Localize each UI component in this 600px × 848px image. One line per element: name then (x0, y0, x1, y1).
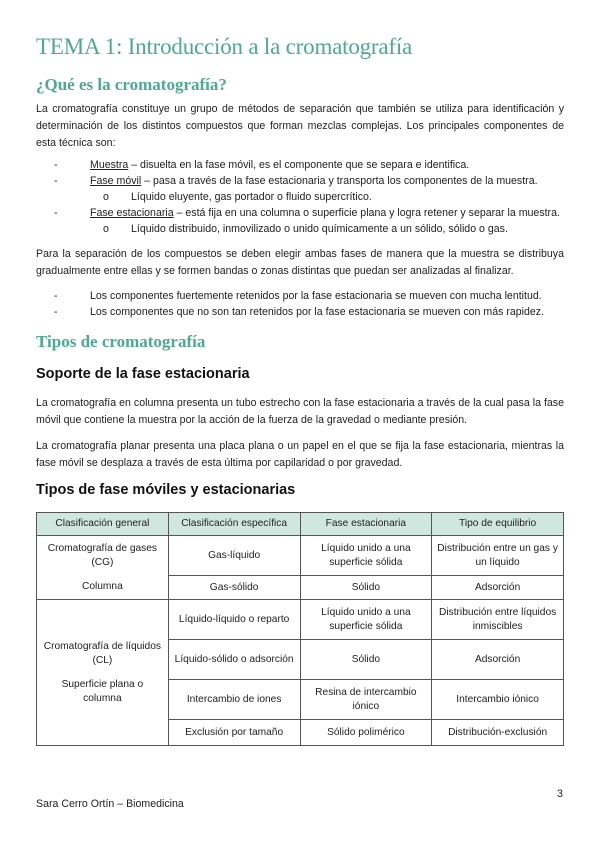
table-row (37, 536, 564, 576)
column-header: Fase estacionaria (300, 513, 432, 536)
section-heading-what-is: ¿Qué es la cromatografía? (36, 75, 227, 94)
component-term: Muestra (90, 159, 129, 171)
title-prefix: TEMA 1: (36, 34, 123, 59)
table-cell: Exclusión por tamaño (168, 720, 300, 746)
table-cell: Distribución entre líquidos inmiscibles (432, 600, 564, 640)
phases-table (36, 512, 564, 746)
title-text: Introducción a la cromatografía (127, 34, 413, 59)
components-list (54, 157, 560, 237)
intro-paragraph: La cromatografía constituye un grupo de métodos de separación que también se utiliza para identificación y determinación de los distintos compuestos que forman mezclas complejas. Los principales componentes de esta técnica son: (36, 103, 564, 149)
table-cell: Gas-líquido (168, 536, 300, 576)
list-item: - Los componentes que no son tan retenidos por la fase estacionaria se mueven con más rapidez. (54, 306, 545, 318)
table-cell: Distribución entre un gas y un líquido (432, 536, 564, 576)
sub-list-item: o Líquido eluyente, gas portador o fluido supercrítico. (103, 191, 372, 203)
table-cell: Sólido (300, 640, 432, 680)
table-cell: Líquido unido a una superficie sólida (300, 536, 432, 576)
table-cell: Intercambio de iones (168, 680, 300, 720)
component-term: Fase móvil (90, 175, 142, 187)
general-class-support: Columna (81, 580, 123, 592)
list-item: - Los componentes fuertemente retenidos por la fase estacionaria se mueven con mucha lentitud. (54, 290, 542, 302)
section-heading-types: Tipos de cromatografía (36, 332, 206, 351)
column-header: Tipo de equilibrio (432, 513, 564, 536)
table-cell: Adsorción (432, 576, 564, 600)
table-cell: Resina de intercambio iónico (300, 680, 432, 720)
component-term: Fase estacionaria (90, 207, 174, 219)
table-cell: Líquido-sólido o adsorción (168, 640, 300, 680)
sub-item-text: Líquido eluyente, gas portador o fluido supercrítico. (131, 191, 372, 203)
table-cell: Gas-sólido (168, 576, 300, 600)
column-paragraph: La cromatografía en columna presenta un tubo estrecho con la fase estacionaria a través de la cual pasa la fase móvil que contiene la muestra por la acción de la fuerza de la gravedad o mediante presión. (36, 397, 564, 426)
table-cell: Adsorción (432, 640, 564, 680)
table-cell: Sólido (300, 576, 432, 600)
list-item: - Fase móvil – pasa a través de la fase estacionaria y transporta los componentes de la muestra. (54, 175, 538, 187)
table-cell: Líquido unido a una superficie sólida (300, 600, 432, 640)
component-desc: – disuelta en la fase móvil, es el componente que se separa e identifica. (128, 159, 470, 171)
component-desc: – pasa a través de la fase estacionaria y transporta los componentes de la muestra. (141, 175, 538, 187)
component-desc: – está fija en una columna o superficie plana y logra retener y separar la muestra. (173, 207, 560, 219)
sub-list-item: o Líquido distribuido, inmovilizado o unido químicamente a un sólido, sólido o gas. (103, 223, 508, 235)
general-class-name: Cromatografía de líquidos (CL) (43, 640, 161, 666)
page-number: 3 (557, 788, 563, 800)
general-classification-cell (37, 536, 169, 600)
table-row (37, 600, 564, 640)
column-header: Clasificación general (37, 513, 169, 536)
table-header-row (37, 513, 564, 536)
table-cell: Sólido polimérico (300, 720, 432, 746)
table-cell: Líquido-líquido o reparto (168, 600, 300, 640)
page-title (36, 34, 412, 60)
table-cell: Distribución-exclusión (432, 720, 564, 746)
planar-paragraph: La cromatografía planar presenta una placa plana o un papel en el que se fija la fase estacionaria, mientras la fase móvil se desplaza a través de esta última por capilaridad o por gravedad. (36, 440, 564, 469)
footer-author: Sara Cerro Ortín – Biomedicina (36, 798, 184, 810)
list-item-text: Los componentes que no son tan retenidos por la fase estacionaria se mueven con más rapidez. (90, 306, 545, 318)
list-item-text: Los componentes fuertemente retenidos por la fase estacionaria se mueven con mucha lentitud. (90, 290, 542, 302)
separation-paragraph: Para la separación de los compuestos se deben elegir ambas fases de manera que la muestra se distribuya gradualmente entre ellas y se formen bandas o zonas distintas que puedan ser analizadas al finalizar. (36, 248, 564, 277)
table-cell: Intercambio iónico (432, 680, 564, 720)
general-class-name: Cromatografía de gases (CG) (47, 542, 158, 568)
subheading-support: Soporte de la fase estacionaria (36, 366, 250, 382)
general-classification-cell (37, 600, 169, 746)
subheading-phases: Tipos de fase móviles y estacionarias (36, 482, 296, 498)
sub-item-text: Líquido distribuido, inmovilizado o unido químicamente a un sólido, sólido o gas. (131, 223, 508, 235)
list-item: - Muestra – disuelta en la fase móvil, es el componente que se separa e identifica. (54, 159, 470, 171)
column-header: Clasificación específica (168, 513, 300, 536)
general-class-support: Superficie plana o columna (61, 678, 144, 704)
list-item: - Fase estacionaria – está fija en una columna o superficie plana y logra retener y separar la muestra. (54, 207, 560, 219)
retention-list (54, 288, 544, 320)
